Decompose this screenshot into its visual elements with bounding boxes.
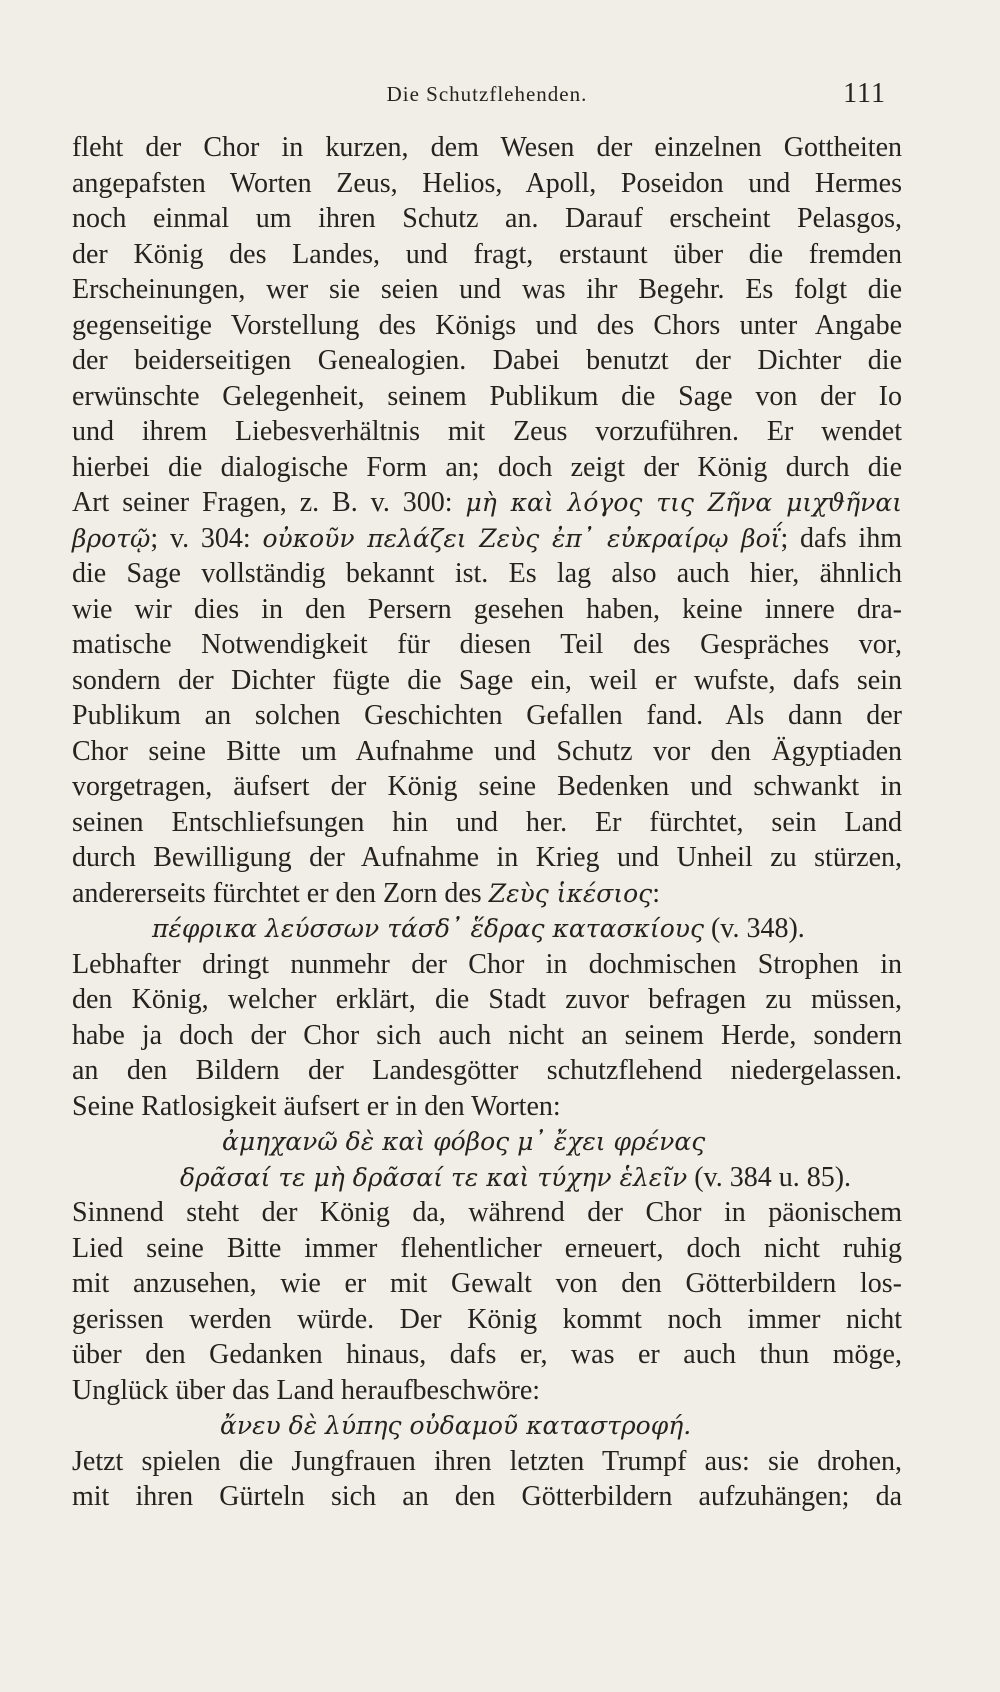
text-line: Lied seine Bitte immer flehentlicher erneuert, doch nicht ruhig: [72, 1232, 902, 1264]
text-line: fleht der Chor in kurzen, dem Wesen der einzelnen Gottheiten: [72, 132, 902, 163]
text-line: gerissen werden würde. Der König kommt noch immer nicht: [72, 1303, 902, 1335]
text-line: noch einmal um ihren Schutz an. Darauf erscheint Pelasgos,: [72, 203, 902, 234]
greek-verse-line: ἄνευ δὲ λύπης οὐδαμοῦ καταστροφή.: [220, 1411, 692, 1440]
text-line: vorgetragen, äufsert der König seine Bedenken und schwankt in: [72, 771, 902, 802]
text-line: βροτῷ; v. 304: οὐκοῦν πελάζει Ζεὺς ἐπ᾽ εὐκραίρῳ βοΐ; dafs ihm: [72, 522, 902, 554]
text-line: mit anzusehen, wie er mit Gewalt von den Götterbildern los-: [72, 1268, 902, 1299]
greek-verse-line: ἀμηχανῶ δὲ καὶ φόβος μ᾽ ἔχει φρένας: [222, 1127, 706, 1156]
page-number: 111: [843, 78, 886, 109]
text-line: Sinnend steht der König da, während der Chor in päonischem: [72, 1197, 902, 1228]
text-line: sondern der Dichter fügte die Sage ein, weil er wufste, dafs sein: [72, 664, 902, 696]
greek-verse-line: δρᾶσαί τε μὴ δρᾶσαί τε καὶ τύχην ἑλεῖν (v. 384 u. 85).: [180, 1161, 852, 1193]
text-line: Art seiner Fragen, z. B. v. 300: μὴ καὶ λόγος τις Ζῆνα μιχϑῆναι: [72, 487, 903, 518]
greek-quote: βροτῷ: [72, 523, 151, 553]
text-line: Lebhafter dringt nunmehr der Chor in dochmischen Strophen in: [72, 948, 902, 980]
text-line: die Sage vollständig bekannt ist. Es lag also auch hier, ähnlich: [72, 558, 902, 589]
text-line: Publikum an solchen Geschichten Gefallen fand. Als dann der: [72, 700, 902, 731]
text-line: über den Gedanken hinaus, dafs er, was er auch thun möge,: [72, 1339, 902, 1370]
text-line: gegenseitige Vorstellung des Königs und des Chors unter Angabe: [72, 309, 902, 341]
text-line: andererseits fürchtet er den Zorn des Ζεὺς ἱκέσιος:: [72, 877, 660, 909]
body-text: [72, 130, 902, 1515]
text-line: und ihrem Liebesverhältnis mit Zeus vorzuführen. Er wendet: [72, 416, 902, 447]
text-line: Jetzt spielen die Jungfrauen ihren letzten Trumpf aus: sie drohen,: [72, 1445, 902, 1477]
text-line: durch Bewilligung der Aufnahme in Krieg und Unheil zu stürzen,: [72, 842, 902, 873]
text-line: Unglück über das Land heraufbeschwöre:: [72, 1374, 541, 1406]
greek-verse-line: πέφρικα λεύσσων τάσδ᾽ ἕδρας κατασκίους (v. 348).: [152, 913, 805, 944]
text-line: der beiderseitigen Genealogien. Dabei benutzt der Dichter die: [72, 345, 902, 376]
greek-quote: οὐκοῦν πελάζει Ζεὺς ἐπ᾽ εὐκραίρῳ βοΐ: [262, 523, 781, 553]
text-line: matische Notwendigkeit für diesen Teil des Gespräches vor,: [72, 629, 902, 660]
greek-quote: μὴ καὶ λόγος τις Ζῆνα μιχϑῆναι: [465, 488, 903, 517]
text-line: der König des Landes, und fragt, erstaunt über die fremden: [72, 238, 902, 270]
text-line: mit ihren Gürteln sich an den Götterbildern aufzuhängen; da: [72, 1481, 902, 1512]
text-line: hierbei die dialogische Form an; doch zeigt der König durch die: [72, 451, 902, 483]
text-line: wie wir dies in den Persern gesehen haben, keine innere dra-: [72, 593, 902, 625]
text-line: Seine Ratlosigkeit äufsert er in den Worten:: [72, 1090, 561, 1122]
greek-quote: Ζεὺς ἱκέσιος: [488, 878, 653, 908]
text-line: angepafsten Worten Zeus, Helios, Apoll, Poseidon und Hermes: [72, 167, 902, 199]
text-line: den König, welcher erklärt, die Stadt zuvor befragen zu müssen,: [72, 984, 902, 1015]
text-line: an den Bildern der Landesgötter schutzflehend niedergelassen.: [72, 1055, 902, 1086]
text-line: seinen Entschliefsungen hin und her. Er fürchtet, sein Land: [72, 806, 902, 838]
text-line: Chor seine Bitte um Aufnahme und Schutz vor den Ägyptiaden: [72, 735, 902, 767]
running-title: Die Schutzflehenden.: [386, 82, 588, 106]
page-header: [72, 78, 902, 118]
text-line: erwünschte Gelegenheit, seinem Publikum die Sage von der Io: [72, 380, 902, 412]
text-line: Erscheinungen, wer sie seien und was ihr Begehr. Es folgt die: [72, 274, 902, 305]
text-line: habe ja doch der Chor sich auch nicht an seinem Herde, sondern: [72, 1019, 902, 1051]
